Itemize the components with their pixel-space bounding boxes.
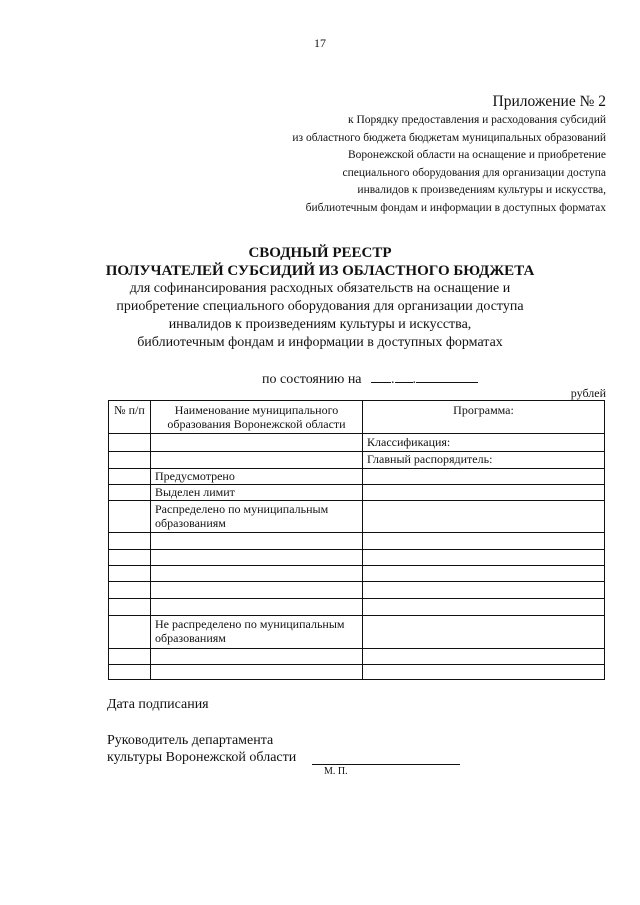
head-title-line-1: Руководитель департамента [107,733,274,748]
row-divider [109,598,604,599]
appendix-line: библиотечным фондам и информации в доступных форматах [305,201,606,214]
appendix-line: специального оборудования для организации доступа [342,166,606,179]
subtitle-line: библиотечным фондам и информации в доступных форматах [137,335,503,350]
appendix-line: из областного бюджета бюджетам муниципальных образований [292,131,606,144]
title-line-1: СВОДНЫЙ РЕЕСТР [248,245,392,261]
month-blank[interactable] [395,369,413,383]
row-divider [109,549,604,550]
col-number-header: № п/п [114,403,145,417]
column-divider [150,401,151,679]
date-separator: . [391,372,395,387]
signing-date-label: Дата подписания [107,697,209,712]
appendix-line: инвалидов к произведениям культуры и искусства, [357,184,606,196]
subtitle-line: инвалидов к произведениям культуры и искусства, [168,317,472,332]
currency-unit: рублей [570,386,606,400]
signature-line[interactable] [312,764,460,765]
column-divider [362,401,363,679]
row-divider [109,664,604,665]
distributed-row-label: Распределено по муниципальным образованиям [155,502,329,530]
row-divider [109,565,604,566]
appendix-title: Приложение № 2 [492,93,606,110]
appendix-header [292,92,606,217]
title-line-2: ПОЛУЧАТЕЛЕЙ СУБСИДИЙ ИЗ ОБЛАСТНОГО БЮДЖЕТА [105,263,535,279]
chief-manager-label: Главный распорядитель: [367,452,493,466]
program-label: Программа: [453,403,514,417]
planned-row-label: Предусмотрено [155,469,235,483]
stamp-place-label: М. П. [324,766,348,777]
year-blank[interactable] [416,369,478,383]
date-separator: . [412,372,417,387]
classification-label: Классификация: [367,435,451,449]
day-blank[interactable] [371,369,391,383]
col-municipality-header: Наименование муниципального образования Воронежской области [167,403,346,431]
row-divider [109,433,604,434]
head-title-line-2: культуры Воронежской области [107,750,297,765]
row-divider [109,500,604,501]
document-title [0,244,640,352]
subtitle-line: приобретение специального оборудования для организации доступа [116,299,524,314]
appendix-line: к Порядку предоставления и расходования субсидий [347,114,606,126]
subtitle-line: для софинансирования расходных обязательств на оснащение и [129,281,511,296]
appendix-line: Воронежской области на оснащение и приобретение [348,149,606,161]
registry-table [108,400,605,680]
row-divider [109,532,604,533]
not-distributed-row-label: Не распределено по муниципальным образованиям [155,617,345,645]
row-divider [109,451,604,452]
row-divider [109,648,604,649]
row-divider [109,615,604,616]
as-of-label: по состоянию на [262,372,362,387]
page-number: 17 [314,36,326,50]
as-of-date [262,369,478,388]
limit-row-label: Выделен лимит [155,485,235,499]
row-divider [109,581,604,582]
